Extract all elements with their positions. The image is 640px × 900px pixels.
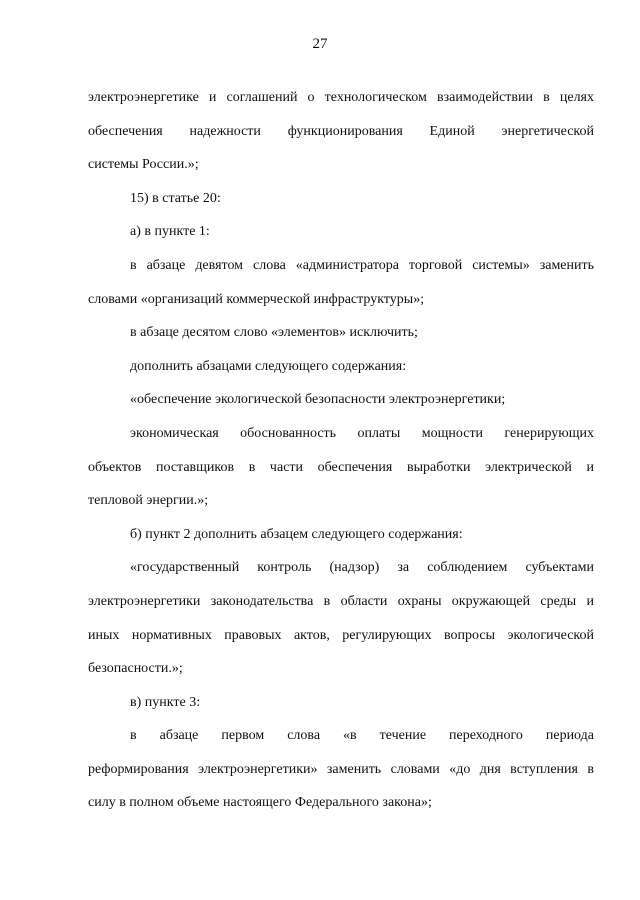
text-line: дополнить абзацами следующего содержания: (130, 358, 407, 374)
text-line: экономическая обоснованность оплаты мощности генерирующих (130, 425, 594, 441)
text-line: иных нормативных правовых актов, регулирующих вопросы экологической (88, 627, 594, 643)
text-line: «обеспечение экологической безопасности электроэнергетики; (130, 392, 506, 408)
text-line: в абзаце первом слова «в течение переходного периода (130, 728, 594, 744)
text-line: а) в пункте 1: (130, 224, 210, 240)
text-line: в абзаце десятом слово «элементов» исключить; (130, 325, 418, 341)
text-line: словами «организаций коммерческой инфраструктуры»; (88, 291, 425, 307)
text-line: тепловой энергии.»; (88, 493, 209, 509)
text-line: силу в полном объеме настоящего Федерального закона»; (88, 795, 432, 811)
text-line: системы России.»; (88, 157, 199, 173)
text-line: в абзаце девятом слова «администратора торговой системы» заменить (130, 257, 594, 273)
page-number: 27 (312, 36, 328, 52)
text-line: реформирования электроэнергетики» заменить словами «до дня вступления в (88, 761, 594, 777)
text-line: в) пункте 3: (130, 694, 201, 710)
text-line: 15) в статье 20: (130, 190, 221, 206)
text-line: объектов поставщиков в части обеспечения выработки электрической и (88, 459, 594, 475)
text-line: «государственный контроль (надзор) за соблюдением субъектами (130, 560, 594, 576)
text-line: обеспечения надежности функционирования Единой энергетической (88, 123, 594, 139)
text-line: б) пункт 2 дополнить абзацем следующего содержания: (130, 526, 463, 542)
text-line: электроэнергетики законодательства в области охраны окружающей среды и (88, 593, 594, 609)
text-line: безопасности.»; (88, 661, 183, 677)
document-body (88, 81, 594, 820)
text-line: электроэнергетике и соглашений о технологическом взаимодействии в целях (88, 90, 594, 105)
